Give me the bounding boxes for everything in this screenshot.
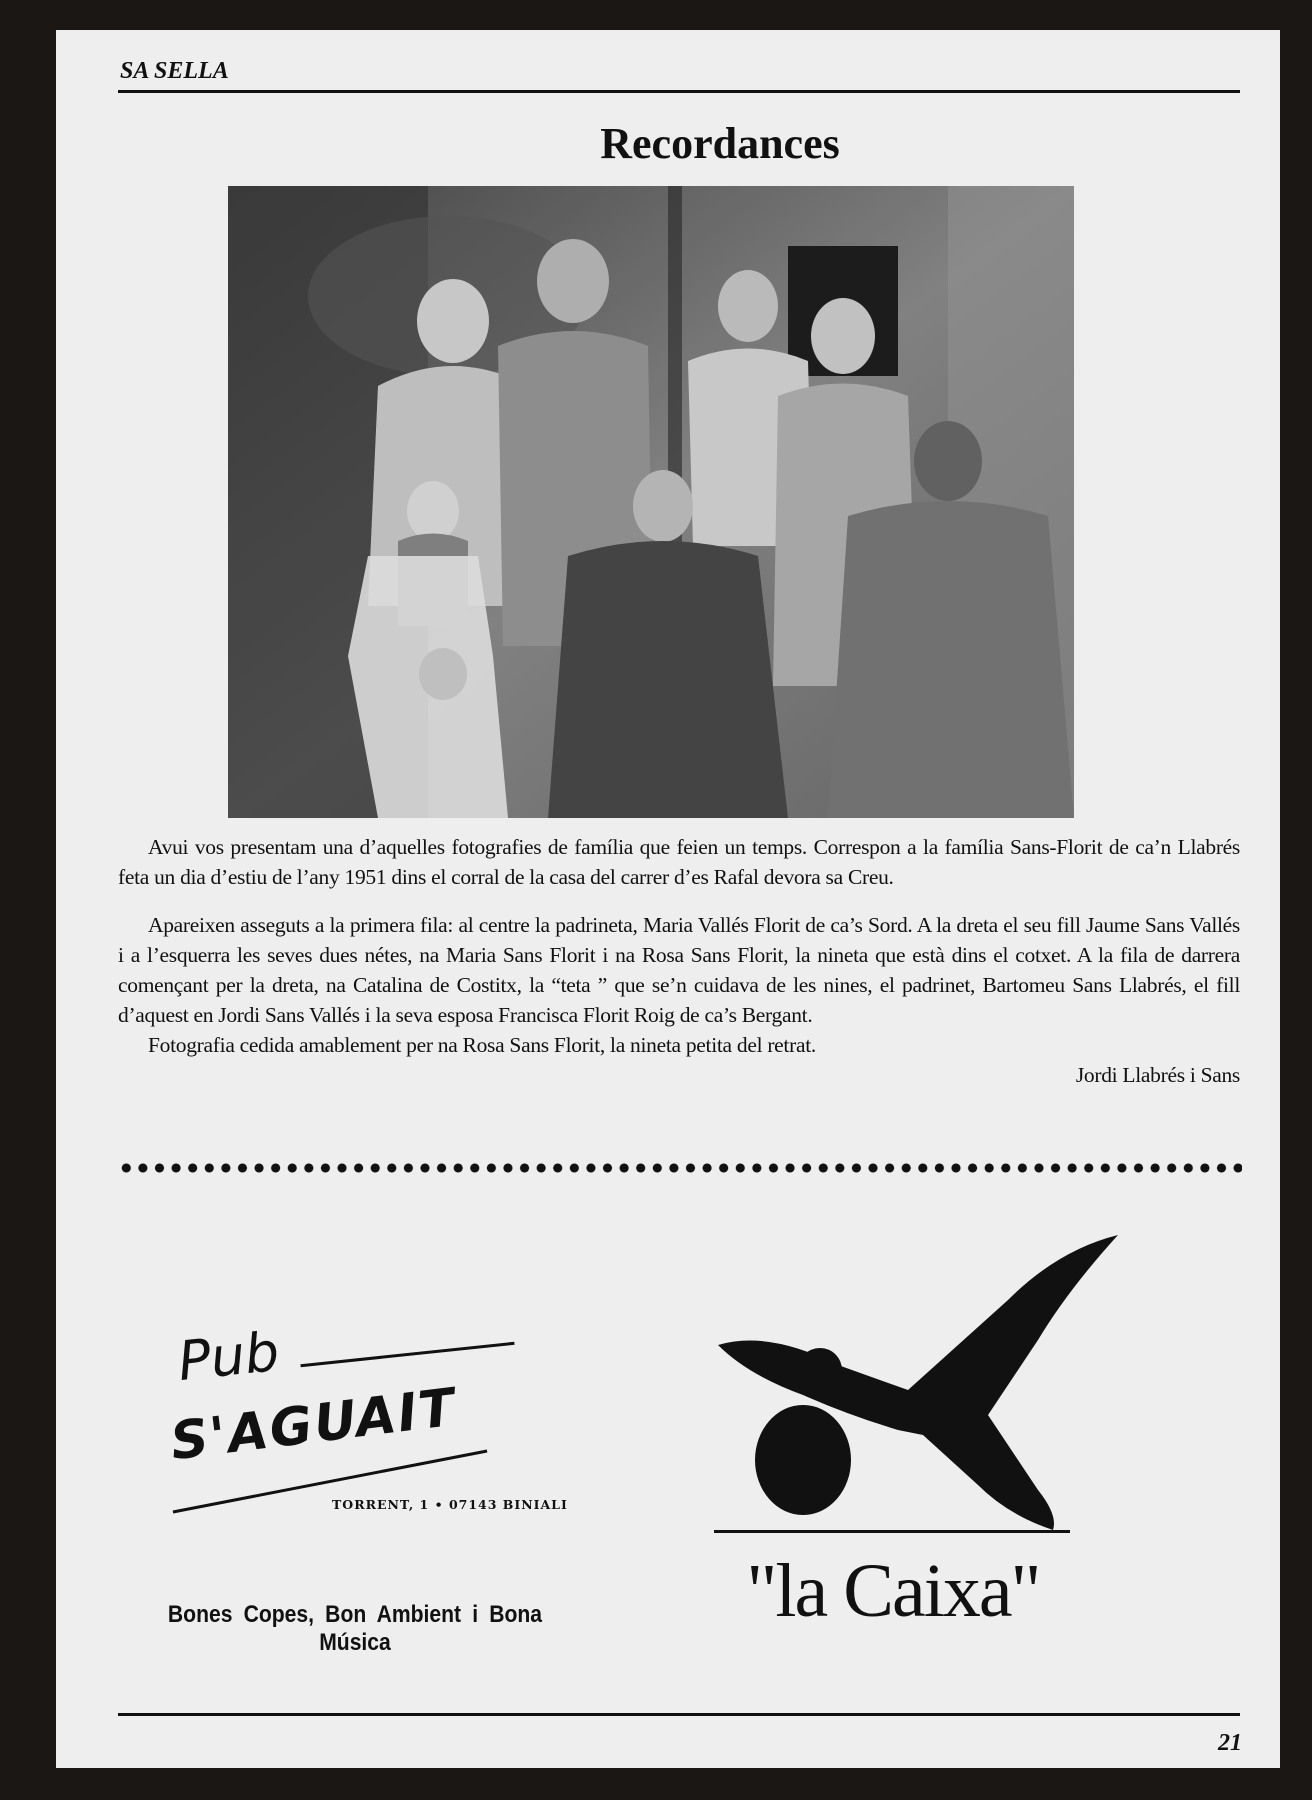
- pub-logo-word: Pub: [174, 1319, 283, 1394]
- la-caixa-name: "la Caixa": [746, 1549, 1040, 1633]
- family-photo-image: [228, 186, 1074, 818]
- pub-logo-line: [300, 1342, 514, 1367]
- pub-logo-name: S'AGUAIT: [167, 1377, 460, 1473]
- header-rule: [118, 90, 1240, 93]
- article-signature: Jordi Llabrés i Sans: [1075, 1063, 1240, 1087]
- magazine-page: [56, 30, 1280, 1768]
- pub-saguait-advert: [120, 1305, 590, 1685]
- footer-rule: [118, 1713, 1240, 1716]
- article-title: Recordances: [600, 119, 840, 168]
- running-title: SA SELLA: [120, 58, 229, 84]
- caption-paragraph: Avui vos presentam una d’aquelles fotografies de família que feien un temps. Correspon a la família Sans-Florit de ca’n Llabrés feta un dia d’estiu de l’any 1951 dins el corral de la casa del carrer d’es Rafal devora sa Creu.: [118, 835, 1240, 889]
- dotted-divider: [118, 1162, 1242, 1174]
- page-number: 21: [1218, 1730, 1242, 1756]
- family-photograph: [228, 186, 1074, 818]
- la-caixa-advert: [708, 1230, 1168, 1690]
- caption-paragraph: Apareixen asseguts a la primera fila: al centre la padrineta, Maria Vallés Florit de ca’s Sord. A la dreta el seu fill Jaume Sans Vallés i a l’esquerra les seves dues nétes, na Maria Sans Florit i na Rosa Sans Florit, la nineta que està dins el cotxet. A la fila de darrera començant per la dreta, na Catalina de Costitx, la “teta ” que se’n cuidava de les nines, el padrinet, Bartomeu Sans Llabrés, el fill d’aquest en Jordi Sans Vallés i la seva esposa Francisca Florit Roig de ca’s Bergant.: [118, 913, 1240, 1027]
- pub-address: TORRENT, 1 • 07143 BINIALI: [332, 1497, 568, 1512]
- pub-slogan: Bones Copes, Bon Ambient i Bona Música: [167, 1601, 543, 1656]
- la-caixa-star-logo: [708, 1230, 1168, 1530]
- caption-paragraph: Fotografia cedida amablement per na Rosa Sans Florit, la nineta petita del retrat.: [148, 1033, 816, 1057]
- photo-caption: [118, 832, 1240, 1090]
- la-caixa-rule: [714, 1530, 1070, 1533]
